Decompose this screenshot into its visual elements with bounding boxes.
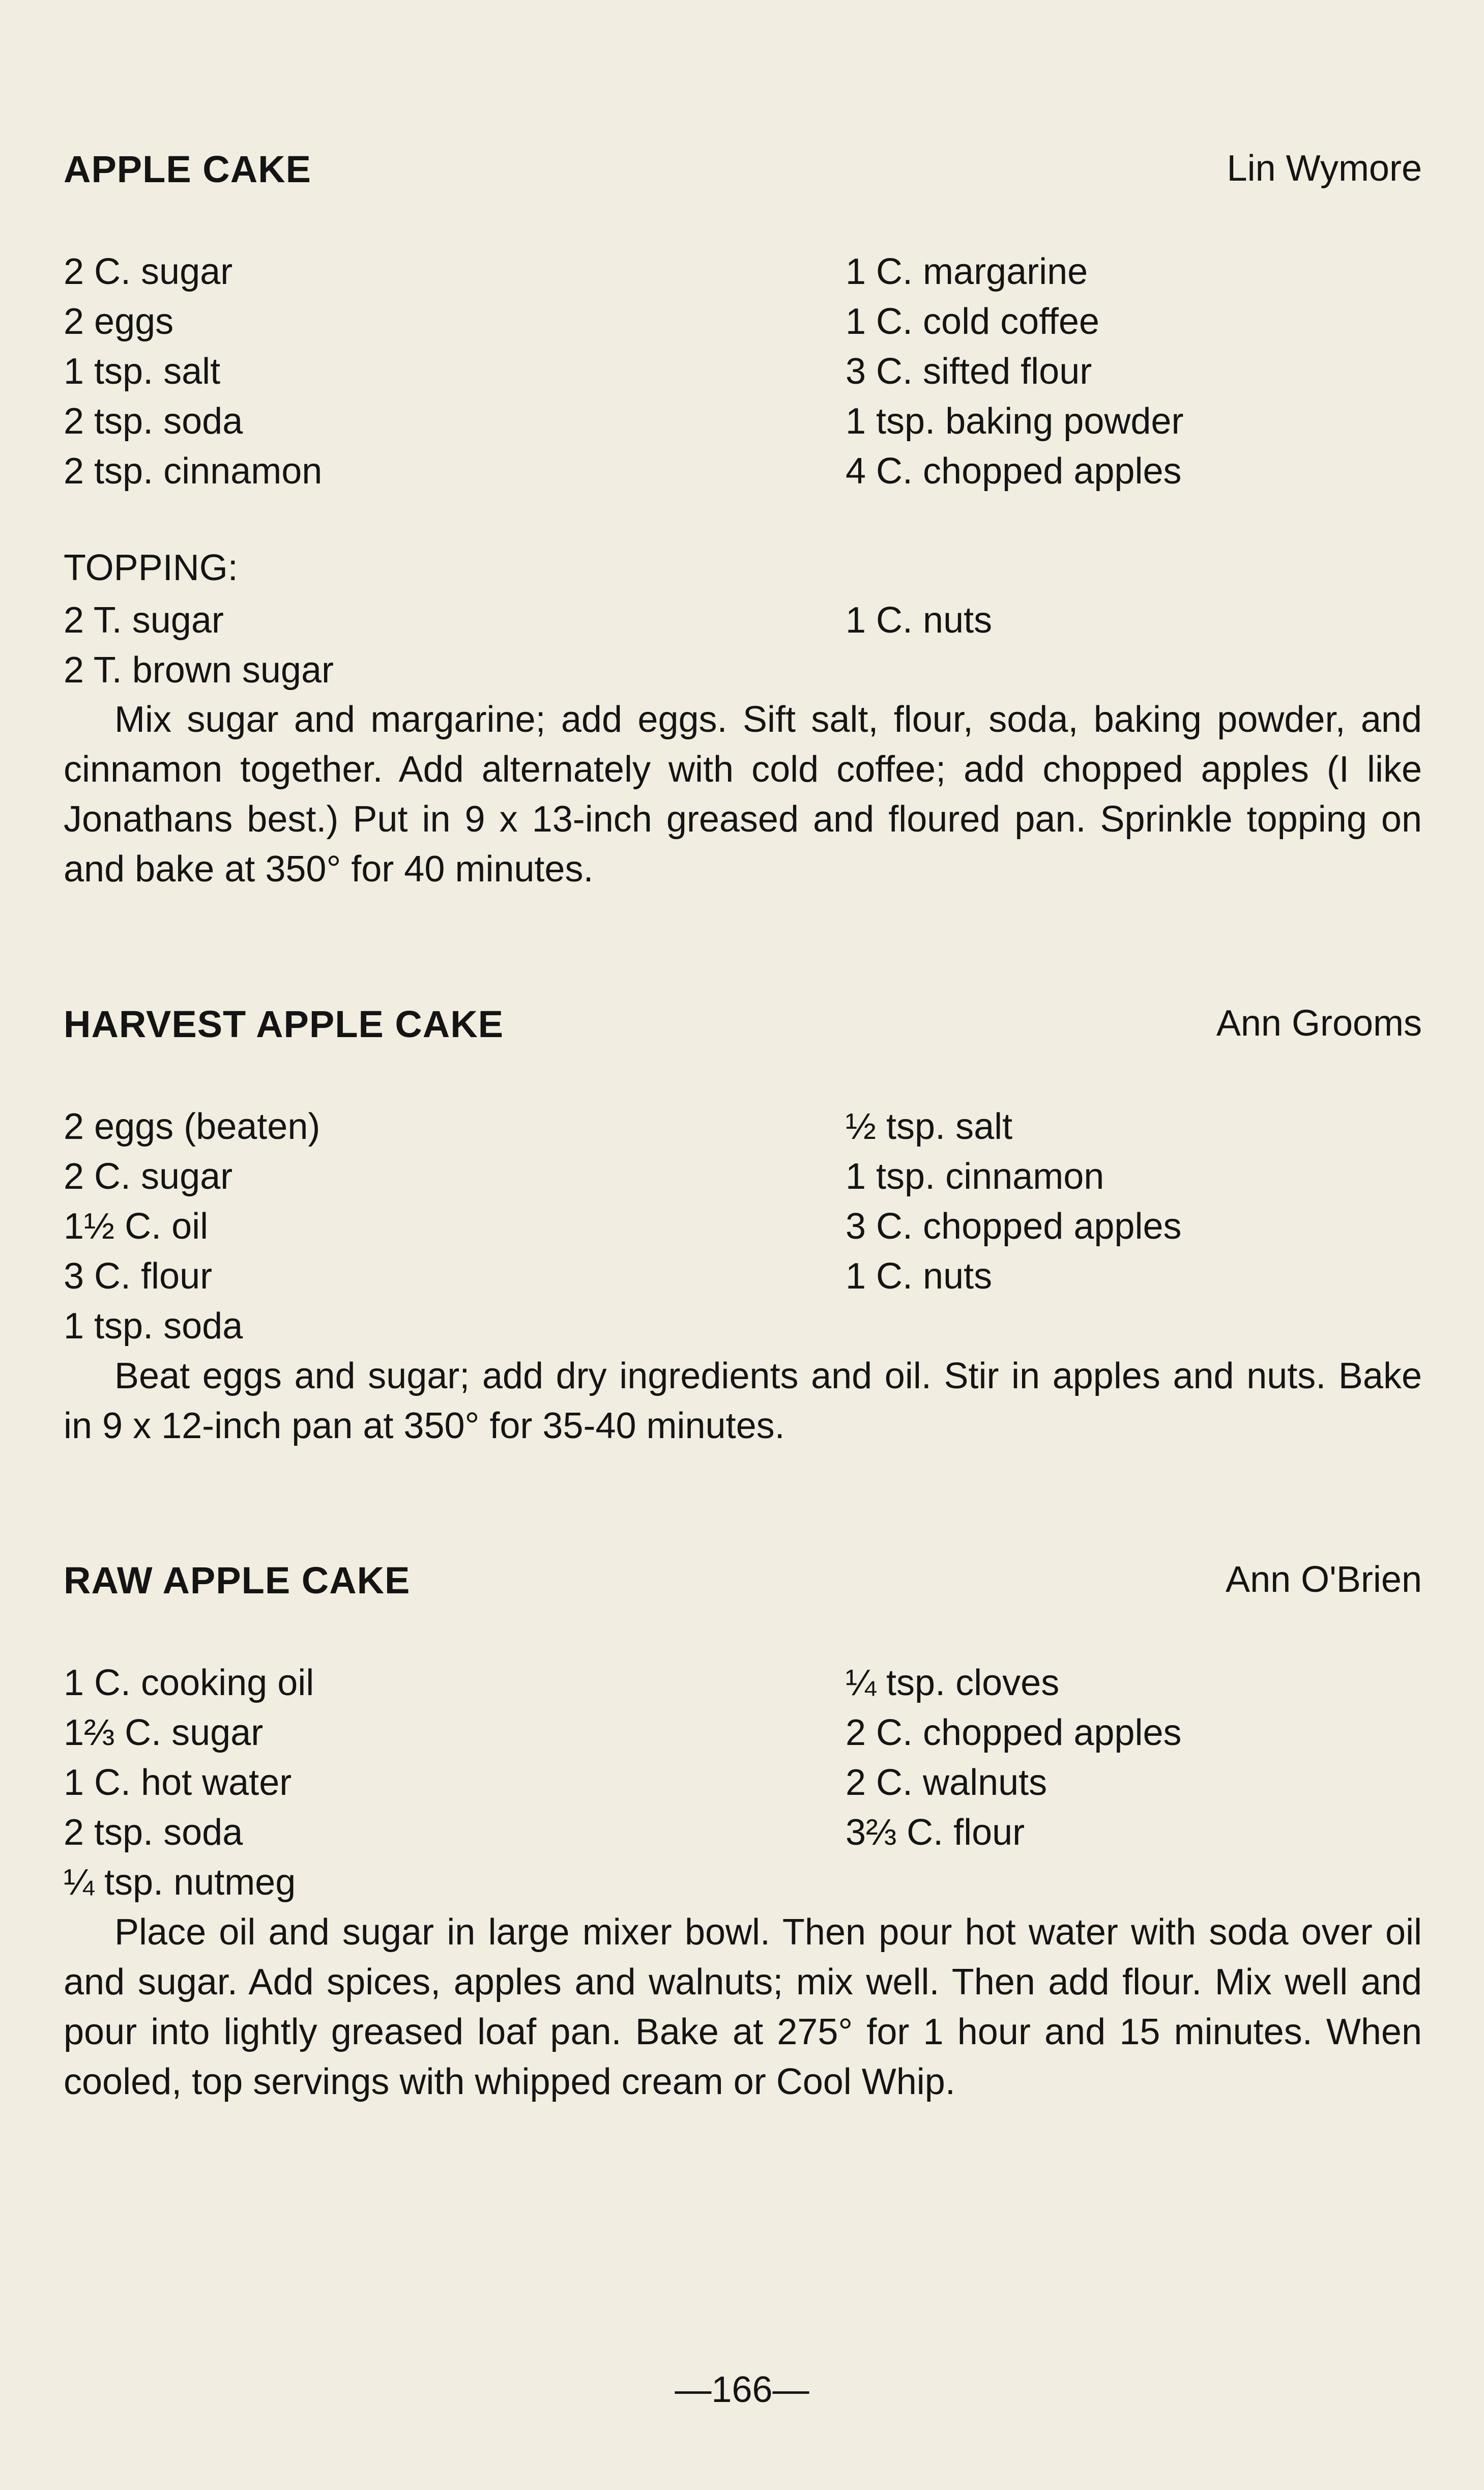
ingredient: 1⅔ C. sugar xyxy=(64,1712,264,1753)
ingredient: 1 C. hot water xyxy=(64,1762,292,1803)
recipe-title: HARVEST APPLE CAKE xyxy=(64,1003,504,1045)
ingredient: 1 tsp. salt xyxy=(64,351,221,392)
ingredient: 1½ C. oil xyxy=(64,1206,209,1247)
ingredients-right xyxy=(846,1102,1181,1301)
ingredient: 1 C. nuts xyxy=(846,600,993,641)
ingredient: 1 C. nuts xyxy=(846,1256,993,1297)
directions-text: Mix sugar and margarine; add eggs. Sift salt, flour, soda, baking powder, and cinnamon together. Add alternately with cold coffee; add chopped apples (I like Jonathans best.) Put in 9 x 13-inch greased and floured pan. Sprinkle topping on and bake at 350° for 40 minutes. xyxy=(64,699,1422,890)
ingredient: 2 C. sugar xyxy=(64,251,233,292)
recipe-title: APPLE CAKE xyxy=(64,148,311,190)
ingredient: 2 tsp. soda xyxy=(64,1812,243,1853)
ingredient: 3 C. flour xyxy=(64,1256,213,1297)
recipe-raw-apple-cake xyxy=(64,1559,1422,2169)
ingredients-left xyxy=(64,247,322,496)
ingredient: 2 tsp. cinnamon xyxy=(64,451,323,492)
ingredient: 2 eggs xyxy=(64,301,174,342)
ingredient: 1 tsp. baking powder xyxy=(846,401,1184,442)
topping-label: TOPPING: xyxy=(64,548,238,588)
ingredient: 1 C. cold coffee xyxy=(846,301,1099,342)
ingredients-left xyxy=(64,1658,314,1907)
ingredients-left xyxy=(64,1102,320,1351)
recipe-author: Lin Wymore xyxy=(1227,148,1422,189)
ingredient: 3⅔ C. flour xyxy=(846,1812,1025,1853)
ingredient: 2 C. sugar xyxy=(64,1156,233,1197)
ingredient: 1 tsp. soda xyxy=(64,1306,243,1347)
directions-text: Place oil and sugar in large mixer bowl. Then pour hot water with soda over oil and sugar. Add spices, apples and walnuts; mix well. Then add flour. Mix well and pour into lightly greased loaf pan. Bake at 275° for 1 hour and 15 minutes. When cooled, top servings with whipped cream or Cool Whip. xyxy=(64,1912,1422,2102)
recipe-title: RAW APPLE CAKE xyxy=(64,1559,411,1601)
ingredient: ¼ tsp. cloves xyxy=(846,1663,1060,1703)
ingredient: 4 C. chopped apples xyxy=(846,451,1182,492)
recipe-author: Ann Grooms xyxy=(1216,1003,1422,1044)
ingredient: 2 tsp. soda xyxy=(64,401,243,442)
recipe-harvest-apple-cake xyxy=(64,1003,1422,1461)
recipe-directions xyxy=(64,695,1422,894)
recipe-apple-cake xyxy=(64,148,1422,901)
topping-ingredients-left xyxy=(64,595,334,695)
ingredient: ¼ tsp. nutmeg xyxy=(64,1862,296,1903)
ingredients-right xyxy=(846,1658,1181,1857)
ingredient: 2 T. sugar xyxy=(64,600,224,641)
ingredient: 1 tsp. cinnamon xyxy=(846,1156,1104,1197)
ingredient: 1 C. cooking oil xyxy=(64,1663,314,1703)
page-number: —166— xyxy=(675,2369,809,2410)
ingredient: 2 C. chopped apples xyxy=(846,1712,1182,1753)
recipe-directions xyxy=(64,1351,1422,1451)
ingredient: ½ tsp. salt xyxy=(846,1106,1013,1147)
ingredient: 3 C. chopped apples xyxy=(846,1206,1182,1247)
directions-text: Beat eggs and sugar; add dry ingredients and oil. Stir in apples and nuts. Bake in 9 x 12-inch pan at 350° for 35-40 minutes. xyxy=(64,1356,1422,1446)
recipe-header xyxy=(64,1003,1422,1048)
recipe-header xyxy=(64,1559,1422,1605)
ingredient: 2 T. brown sugar xyxy=(64,650,334,691)
ingredients-right xyxy=(846,247,1183,496)
ingredient: 2 eggs (beaten) xyxy=(64,1106,321,1147)
recipe-directions xyxy=(64,1907,1422,2107)
recipe-author: Ann O'Brien xyxy=(1226,1559,1422,1600)
ingredient: 3 C. sifted flour xyxy=(846,351,1092,392)
topping-ingredients-right xyxy=(846,595,992,645)
recipe-header xyxy=(64,148,1422,193)
ingredient: 1 C. margarine xyxy=(846,251,1088,292)
ingredient: 2 C. walnuts xyxy=(846,1762,1047,1803)
